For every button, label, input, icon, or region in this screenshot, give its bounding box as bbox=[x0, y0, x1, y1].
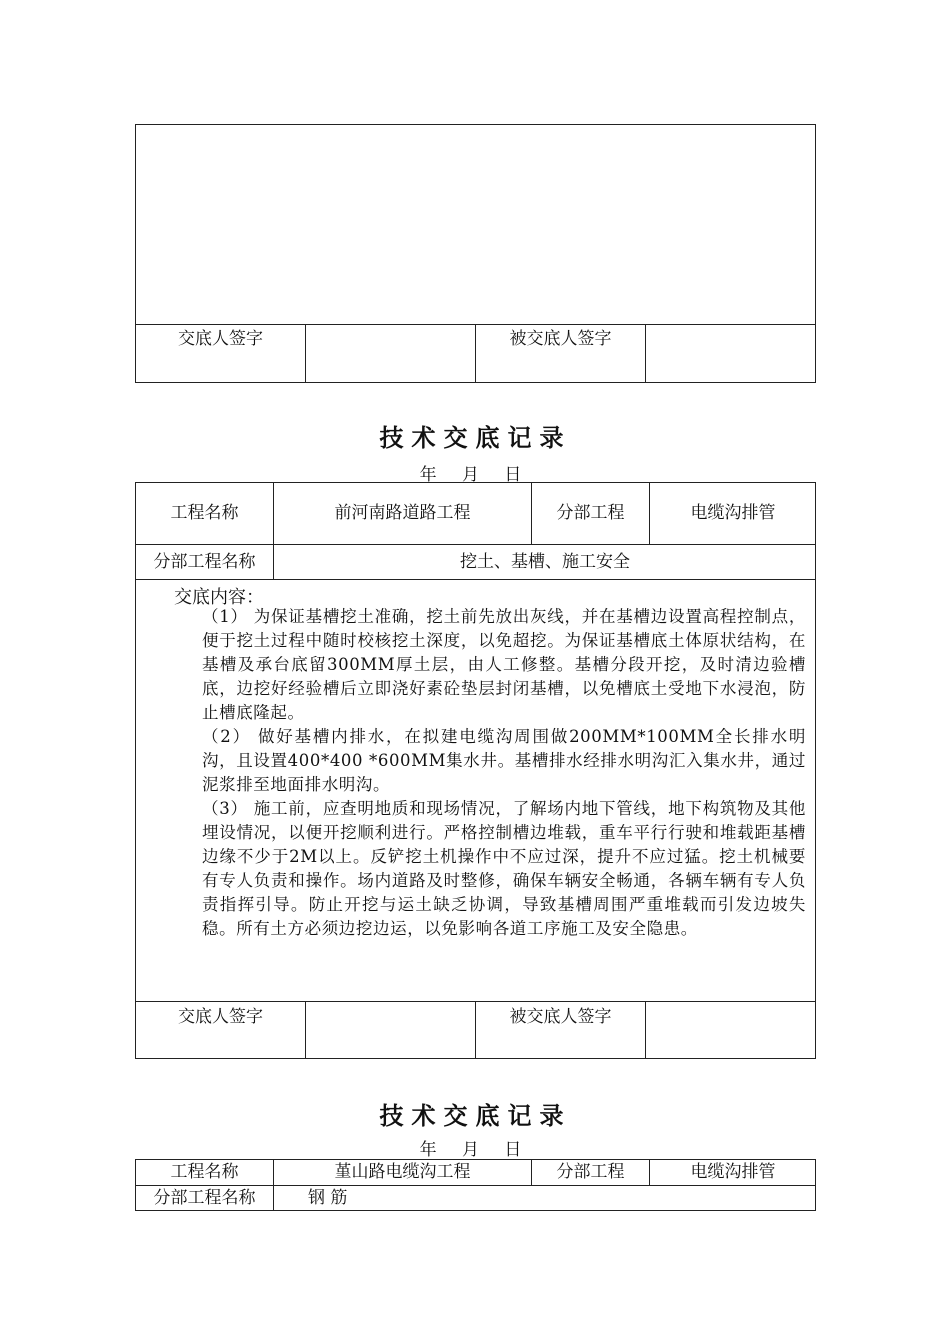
record-title: 技术交底记录 bbox=[379, 1101, 572, 1130]
record-date: 年 月 日 bbox=[419, 465, 532, 485]
signer-label: 交底人签字 bbox=[178, 1007, 263, 1027]
project-name-label: 工程名称 bbox=[170, 1162, 239, 1182]
recipient-signer-label: 被交底人签字 bbox=[509, 1007, 612, 1027]
division-label: 分部工程 bbox=[556, 1162, 625, 1182]
recipient-signature-field[interactable] bbox=[646, 1002, 816, 1059]
content-paragraph-2: （2） 做好基槽内排水，在拟建电缆沟周围做200MM*100MM全长排水明沟，且设置400*400 *600MM集水井。基槽排水经排水明沟汇入集水井，通过泥浆排至地面排水明沟。 bbox=[202, 727, 806, 794]
signer-signature-field[interactable] bbox=[306, 1002, 475, 1059]
signer-signature-field[interactable] bbox=[306, 325, 475, 383]
record-date: 年 月 日 bbox=[419, 1140, 532, 1160]
content-heading: 交底内容： bbox=[174, 587, 264, 608]
recipient-signer-label: 被交底人签字 bbox=[509, 329, 612, 349]
record-table bbox=[135, 482, 816, 1059]
record-title: 技术交底记录 bbox=[379, 423, 572, 452]
subdivision-label: 分部工程名称 bbox=[153, 551, 256, 572]
record-table bbox=[135, 1159, 816, 1211]
project-name-value: 堇山路电缆沟工程 bbox=[334, 1162, 471, 1182]
project-name-label: 工程名称 bbox=[170, 503, 239, 523]
subdivision-label: 分部工程名称 bbox=[153, 1188, 256, 1208]
content-paragraph-1: （1） 为保证基槽挖土准确，挖土前先放出灰线，并在基槽边设置高程控制点，便于挖土过程中随时校核挖土深度，以免超挖。为保证基槽底土体原状结构，在基槽及承台底留300MM厚土层，由人工修整。基槽分段开挖，及时清边验槽底，边挖好经验槽后立即浇好素砼垫层封闭基槽，以免槽底土受地下水浸泡，防止槽底隆起。 bbox=[202, 607, 806, 722]
content-body bbox=[202, 605, 806, 941]
division-label: 分部工程 bbox=[556, 503, 625, 523]
division-value: 电缆沟排管 bbox=[690, 1162, 776, 1182]
subdivision-value: 挖土、基槽、施工安全 bbox=[460, 551, 630, 572]
division-value: 电缆沟排管 bbox=[690, 503, 776, 523]
content-paragraph-3: （3） 施工前，应查明地质和现场情况，了解场内地下管线，地下构筑物及其他埋设情况，以便开挖顺利进行。严格控制槽边堆载，重车平行行驶和堆载距基槽边缘不少于2M以上。反铲挖土机操作中不应过深，提升不应过猛。挖土机械要有专人负责和操作。场内道路及时整修，确保车辆安全畅通，各辆车辆有专人负责指挥引导。防止开挖与运土缺乏协调，导致基槽周围严重堆载而引发边坡失稳。所有土方必须边挖边运，以免影响各道工序施工及安全隐患。 bbox=[202, 799, 806, 938]
recipient-signature-field[interactable] bbox=[646, 325, 816, 383]
project-name-value: 前河南路道路工程 bbox=[334, 503, 471, 523]
signer-label: 交底人签字 bbox=[178, 329, 263, 349]
previous-record-table bbox=[135, 124, 816, 383]
subdivision-value: 钢 筋 bbox=[308, 1188, 348, 1208]
